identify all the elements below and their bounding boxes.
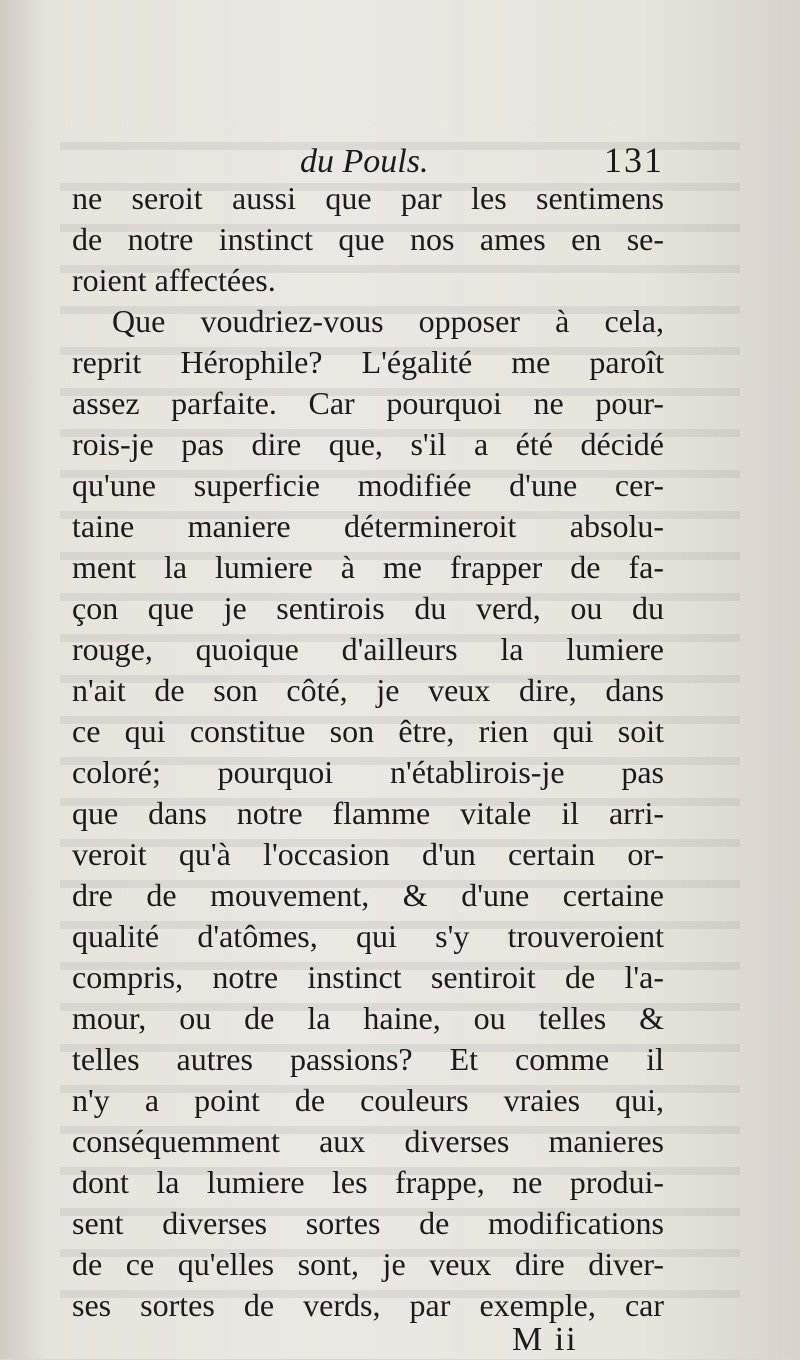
text-line: ses sortes de verds, par exemple, car [72,1287,664,1323]
text-line: rouge, quoique d'ailleurs la lumiere [72,631,664,667]
text-line: taine maniere détermineroit absolu- [72,508,664,544]
text-line: sent diverses sortes de modifications [72,1205,664,1241]
text-line: telles autres passions? Et comme il [72,1041,664,1077]
text-line: qu'une superficie modifiée d'une cer- [72,467,664,503]
text-line: dont la lumiere les frappe, ne produi- [72,1164,664,1200]
text-line: Que voudriez-vous opposer à cela, [112,303,664,339]
text-line: n'y a point de couleurs vraies qui, [72,1082,664,1118]
text-line: çon que je sentirois du verd, ou du [72,590,664,626]
text-line: conséquemment aux diverses manieres [72,1123,664,1159]
running-head: du Pouls. [300,143,429,180]
text-line: mour, ou de la haine, ou telles & [72,1000,664,1036]
text-line: ment la lumiere à me frapper de fa- [72,549,664,585]
text-line: dre de mouvement, & d'une certaine [72,877,664,913]
text-line: compris, notre instinct sentiroit de l'a- [72,959,664,995]
page-number: 131 [604,140,664,180]
text-line: roient affectées. [72,262,276,298]
text-line: rois-je pas dire que, s'il a été décidé [72,426,664,462]
text-line: n'ait de son côté, je veux dire, dans [72,672,664,708]
text-line: de ce qu'elles sont, je veux dire diver- [72,1246,664,1282]
body-text [72,178,664,1326]
text-line: veroit qu'à l'occasion d'un certain or- [72,836,664,872]
text-line: coloré; pourquoi n'établirois-je pas [72,754,664,790]
text-line: assez parfaite. Car pourquoi ne pour- [72,385,664,421]
text-line: ne seroit aussi que par les sentimens [72,180,664,216]
text-line: qualité d'atômes, qui s'y trouveroient [72,918,664,954]
text-line: reprit Hérophile? L'égalité me paroît [72,344,664,380]
text-line: ce qui constitue son être, rien qui soit [72,713,664,749]
text-line: que dans notre flamme vitale il arri- [72,795,664,831]
signature-mark: M ii [512,1321,578,1358]
page-header [72,136,664,180]
text-line: de notre instinct que nos ames en se- [72,221,664,257]
